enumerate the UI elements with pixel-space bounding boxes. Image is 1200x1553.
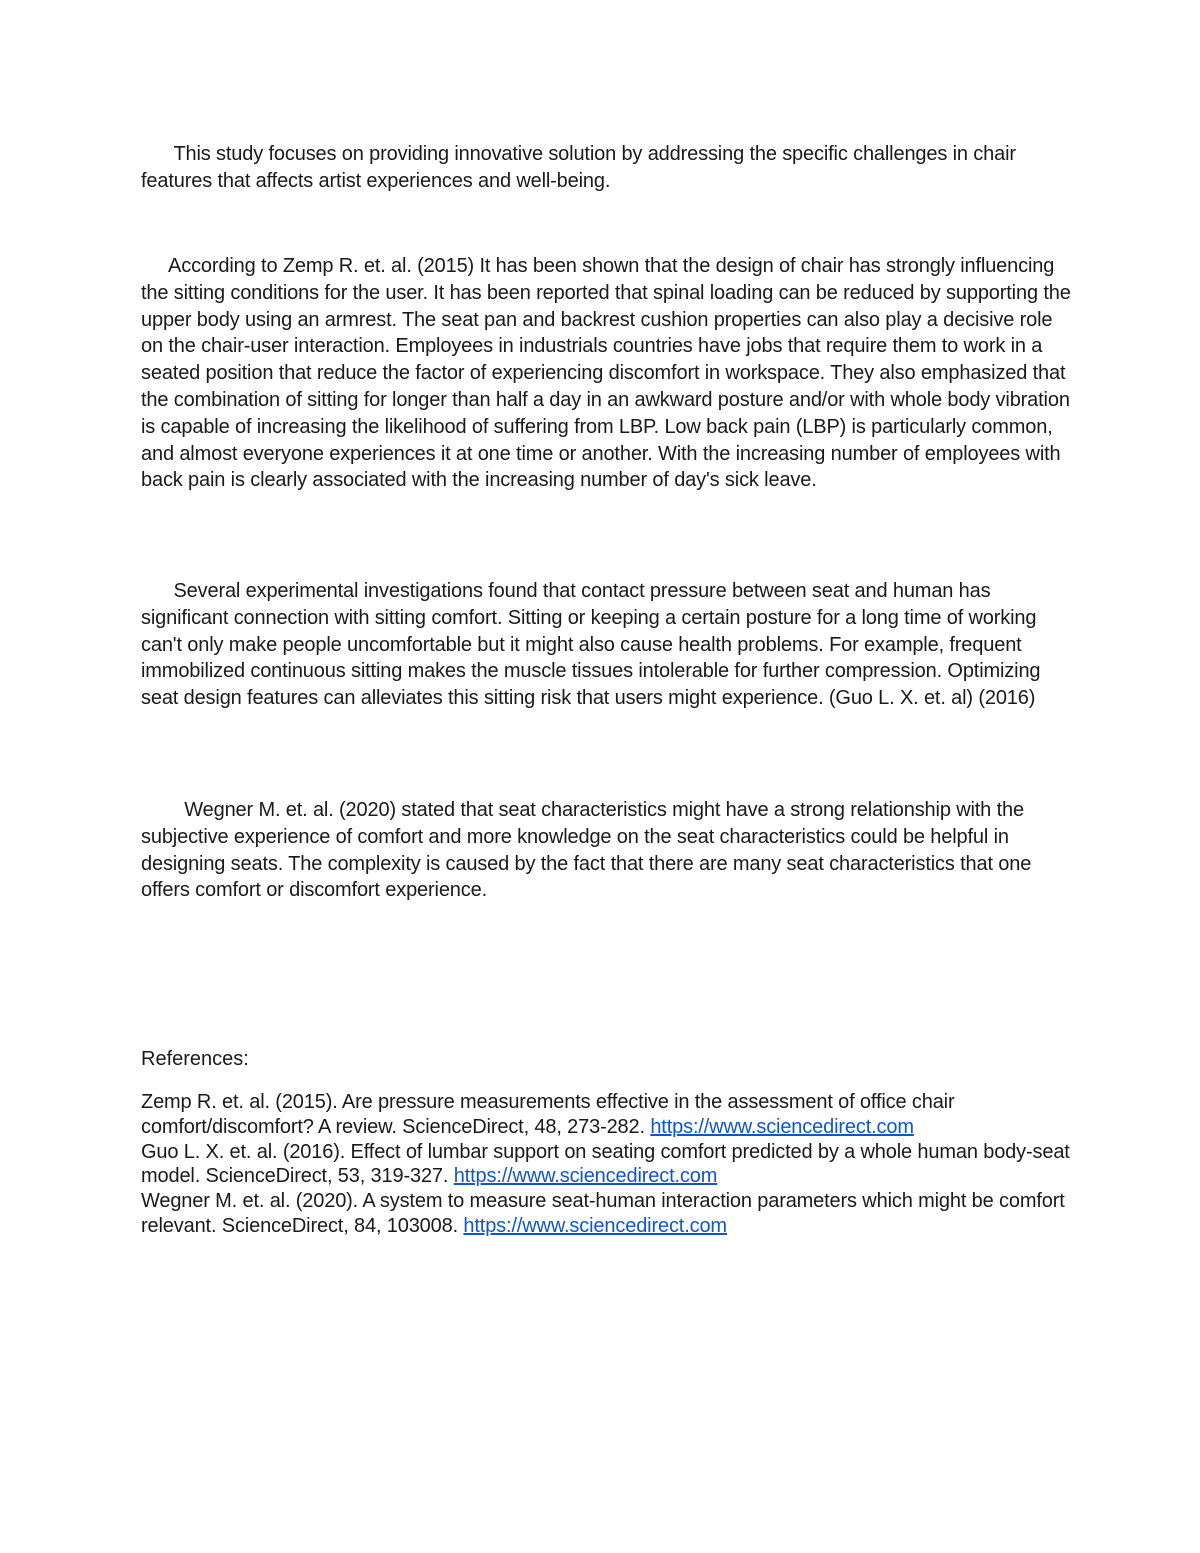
reference-link[interactable]: https://www.sciencedirect.com	[463, 1214, 727, 1237]
reference-item-guo	[141, 1140, 1071, 1190]
references-heading: References:	[141, 1048, 249, 1070]
paragraph-wegner: Wegner M. et. al. (2020) stated that seat characteristics might have a strong relationship with the subjective experience of comfort and more knowledge on the seat characteristics could be helpful in designing seats. The complexity is caused by the fact that there are many seat characteristics that one offers comfort or discomfort experience.	[141, 799, 1037, 902]
reference-text: Wegner M. et. al. (2020). A system to measure seat-human interaction parameters which might be comfort relevant. ScienceDirect, 84, 103008.	[141, 1190, 1065, 1237]
reference-text: Zemp R. et. al. (2015). Are pressure measurements effective in the assessment of office chair comfort/discomfort? A review. ScienceDirect, 48, 273-282.	[141, 1091, 955, 1138]
paragraph-zemp: According to Zemp R. et. al. (2015) It has been shown that the design of chair has strongly influencing the sitting conditions for the user. It has been reported that spinal loading can be reduced by supporting the upper body using an armrest. The seat pan and backrest cushion properties can also play a decisive role on the chair-user interaction. Employees in industrials countries have jobs that require them to work in a seated position that reduce the factor of experiencing discomfort in workspace. They also emphasized that the combination of sitting for longer than half a day in an awkward posture and/or with whole body vibration is capable of increasing the likelihood of suffering from LBP. Low back pain (LBP) is particularly common, and almost everyone experiences it at one time or another. With the increasing number of employees with back pain is clearly associated with the increasing number of day's sick leave.	[141, 255, 1077, 492]
paragraph-intro: This study focuses on providing innovative solution by addressing the specific challenges in chair features that affects artist experiences and well-being.	[141, 143, 1022, 192]
references-list	[141, 1090, 1071, 1239]
paragraph-guo: Several experimental investigations found that contact pressure between seat and human has significant connection with sitting comfort. Sitting or keeping a certain posture for a long time of working can't only make people uncomfortable but it might also cause health problems. For example, frequent immobilized continuous sitting makes the muscle tissues intolerable for further compression. Optimizing seat design features can alleviates this sitting risk that users might experience. (Guo L. X. et. al) (2016)	[141, 580, 1046, 710]
reference-link[interactable]: https://www.sciencedirect.com	[453, 1165, 718, 1188]
reference-text: Guo L. X. et. al. (2016). Effect of lumbar support on seating comfort predicted by a whole human body-seat model. ScienceDirect, 53, 319-327.	[141, 1140, 1070, 1188]
reference-item-zemp	[141, 1090, 1071, 1140]
reference-item-wegner	[141, 1189, 1071, 1239]
reference-link[interactable]: https://www.sciencedirect.com	[650, 1115, 914, 1138]
